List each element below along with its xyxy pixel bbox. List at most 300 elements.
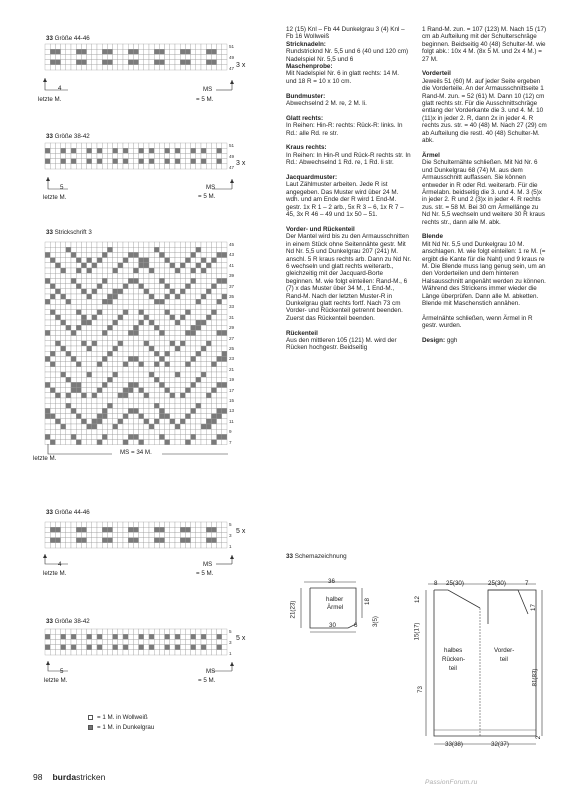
sleeve-bottom: 30 [329, 622, 336, 629]
stitch-cell [87, 54, 92, 59]
stitch-cell [123, 538, 128, 543]
stitch-cell [180, 252, 185, 257]
stitch-cell [123, 320, 128, 325]
stitch-cell [154, 273, 159, 278]
stitch-cell [217, 522, 222, 527]
stitch-cell [61, 414, 66, 419]
stitch-cell [149, 325, 154, 330]
stitch-cell [87, 49, 92, 54]
stitch-cell [133, 294, 138, 299]
stitch-cell [128, 367, 133, 372]
stitch-cell [113, 538, 118, 543]
stitch-cell [211, 634, 216, 639]
stitch-cell [170, 522, 175, 527]
stitch-cell [113, 65, 118, 70]
stitch-cell [50, 351, 55, 356]
stitch-cell [139, 398, 144, 403]
stitch-cell [107, 645, 112, 650]
stitch-cell [196, 268, 201, 273]
stitch-cell [222, 159, 227, 164]
stitch-cell [165, 382, 170, 387]
stitch-cell [61, 372, 66, 377]
stitch-cell [97, 148, 102, 153]
stitch-cell [61, 382, 66, 387]
stitch-cell [118, 522, 123, 527]
stitch-cell [92, 159, 97, 164]
stitch-cell [107, 367, 112, 372]
stitch-cell [170, 44, 175, 49]
stitch-cell [133, 527, 138, 532]
stitch-cell [50, 388, 55, 393]
stitch-cell [170, 362, 175, 367]
stitch-cell [170, 268, 175, 273]
stitch-cell [71, 164, 76, 169]
stitch-cell [113, 408, 118, 413]
stitch-cell [180, 398, 185, 403]
stitch-cell [45, 330, 50, 335]
stitch-cell [45, 258, 50, 263]
stitch-cell [211, 242, 216, 247]
stitch-cell [123, 398, 128, 403]
stitch-cell [45, 341, 50, 346]
stitch-cell [76, 258, 81, 263]
stitch-cell [191, 356, 196, 361]
stitch-cell [154, 60, 159, 65]
stitch-cell [170, 382, 175, 387]
stitch-cell [97, 634, 102, 639]
stitch-cell [222, 310, 227, 315]
stitch-cell [149, 532, 154, 537]
stitch-cell [102, 398, 107, 403]
chart3-title [46, 229, 92, 236]
stitch-cell [206, 645, 211, 650]
stitch-cell [175, 252, 180, 257]
stitch-cell [61, 419, 66, 424]
stitch-cell [81, 44, 86, 49]
stitch-cell [144, 330, 149, 335]
stitch-cell [201, 377, 206, 382]
stitch-cell [170, 247, 175, 252]
stitch-cell [206, 310, 211, 315]
stitch-cell [211, 247, 216, 252]
stitch-cell [113, 153, 118, 158]
stitch-cell [191, 284, 196, 289]
chart3-row-number: 19 [229, 377, 235, 383]
stitch-cell [217, 159, 222, 164]
stitch-cell [149, 356, 154, 361]
stitch-cell [87, 522, 92, 527]
stitch-cell [123, 650, 128, 655]
stitch-cell [149, 388, 154, 393]
chart5-row-1: 1 [229, 651, 232, 656]
stitch-cell [97, 346, 102, 351]
stitch-cell [180, 268, 185, 273]
stitch-cell [55, 650, 60, 655]
stitch-cell [133, 336, 138, 341]
stitch-cell [170, 645, 175, 650]
stitch-cell [133, 325, 138, 330]
chart5-last-stitch: letzte M. [44, 677, 68, 684]
stitch-cell [128, 153, 133, 158]
stitch-cell [149, 54, 154, 59]
stitch-cell [61, 356, 66, 361]
stitch-cell [45, 414, 50, 419]
stitch-cell [222, 419, 227, 424]
stitch-cell [92, 65, 97, 70]
stitch-cell [102, 60, 107, 65]
stitch-cell [222, 393, 227, 398]
stitch-cell [92, 645, 97, 650]
stitch-cell [87, 429, 92, 434]
stitch-cell [133, 346, 138, 351]
stitch-cell [133, 377, 138, 382]
stitch-cell [206, 429, 211, 434]
stitch-cell [102, 54, 107, 59]
stitch-cell [118, 143, 123, 148]
stitch-cell [180, 351, 185, 356]
stitch-cell [159, 346, 164, 351]
stitch-cell [71, 60, 76, 65]
stitch-cell [191, 252, 196, 257]
stitch-cell [87, 159, 92, 164]
stitch-cell [211, 351, 216, 356]
stitch-cell [211, 403, 216, 408]
stitch-cell [175, 336, 180, 341]
stitch-cell [66, 325, 71, 330]
stitch-cell [118, 393, 123, 398]
stitch-cell [165, 299, 170, 304]
stitch-cell [175, 273, 180, 278]
stitch-cell [185, 247, 190, 252]
stitch-cell [123, 44, 128, 49]
stitch-cell [165, 362, 170, 367]
stitch-cell [55, 148, 60, 153]
stitch-cell [211, 65, 216, 70]
stitch-cell [139, 650, 144, 655]
stitch-cell [180, 434, 185, 439]
stitch-cell [185, 634, 190, 639]
stitch-cell [139, 429, 144, 434]
stitch-cell [165, 252, 170, 257]
stitch-cell [92, 252, 97, 257]
stitch-cell [144, 372, 149, 377]
stitch-cell [61, 377, 66, 382]
stitch-cell [175, 54, 180, 59]
side-1: 12 [413, 596, 421, 603]
stitch-cell [113, 634, 118, 639]
stitch-cell [102, 419, 107, 424]
stitch-cell [191, 408, 196, 413]
stitch-cell [55, 408, 60, 413]
stitch-cell [170, 351, 175, 356]
stitch-cell [175, 429, 180, 434]
stitch-cell [97, 414, 102, 419]
stitch-cell [97, 403, 102, 408]
stitch-cell [118, 273, 123, 278]
stitch-cell [118, 325, 123, 330]
chart2-grid [45, 143, 230, 173]
stitch-cell [97, 393, 102, 398]
stitch-cell [170, 372, 175, 377]
stitch-cell [133, 268, 138, 273]
stitch-cell [154, 284, 159, 289]
stitch-cell [123, 304, 128, 309]
stitch-cell [185, 377, 190, 382]
stitch-cell [165, 634, 170, 639]
stitch-cell [149, 315, 154, 320]
stitch-cell [149, 336, 154, 341]
stitch-cell [113, 403, 118, 408]
height-label-2: 81(83) [531, 668, 539, 687]
chart1-ms: MS [203, 86, 213, 93]
stitch-cell [180, 419, 185, 424]
stitch-cell [87, 414, 92, 419]
stitch-cell [222, 330, 227, 335]
stitch-cell [97, 419, 102, 424]
stitch-cell [128, 356, 133, 361]
stitch-cell [61, 403, 66, 408]
stitch-cell [81, 414, 86, 419]
stitch-cell [206, 393, 211, 398]
stitch-cell [55, 315, 60, 320]
chart3-number: 33 [46, 229, 53, 236]
stitch-cell [50, 527, 55, 532]
stitch-cell [107, 650, 112, 655]
stitch-cell [154, 247, 159, 252]
stitch-cell [222, 247, 227, 252]
stitch-cell [71, 148, 76, 153]
stitch-cell [118, 538, 123, 543]
stitch-cell [113, 372, 118, 377]
stitch-cell [107, 60, 112, 65]
stitch-cell [76, 65, 81, 70]
stitch-cell [191, 424, 196, 429]
stitch-cell [123, 388, 128, 393]
stitch-cell [76, 639, 81, 644]
stitch-cell [206, 388, 211, 393]
stitch-cell [97, 532, 102, 537]
stitch-cell [76, 538, 81, 543]
stitch-cell [165, 268, 170, 273]
stitch-cell [50, 294, 55, 299]
stitch-cell [191, 159, 196, 164]
stitch-cell [217, 543, 222, 548]
stitch-cell [71, 377, 76, 382]
stitch-cell [175, 424, 180, 429]
stitch-cell [211, 367, 216, 372]
stitch-cell [144, 650, 149, 655]
stitch-cell [196, 65, 201, 70]
sleeve-heading: Ärmel [422, 151, 440, 159]
stitch-cell [123, 159, 128, 164]
stitch-cell [211, 388, 216, 393]
stitch-cell [76, 54, 81, 59]
stitch-cell [196, 434, 201, 439]
stitch-cell [97, 372, 102, 377]
stockinette-heading: Glatt rechts: [286, 114, 324, 122]
stitch-cell [118, 414, 123, 419]
stitch-cell [144, 44, 149, 49]
stitch-cell [87, 532, 92, 537]
stitch-cell [76, 263, 81, 268]
stitch-cell [191, 294, 196, 299]
stitch-cell [107, 315, 112, 320]
stitch-cell [217, 341, 222, 346]
stitch-cell [180, 65, 185, 70]
stitch-cell [97, 429, 102, 434]
chart3-row-number: 43 [229, 252, 235, 258]
stitch-cell [50, 645, 55, 650]
stitch-cell [107, 351, 112, 356]
stitch-cell [45, 54, 50, 59]
stitch-cell [55, 434, 60, 439]
stitch-cell [170, 377, 175, 382]
stitch-cell [139, 356, 144, 361]
stitch-cell [159, 284, 164, 289]
chart3-ms: MS = 34 M. [120, 449, 152, 456]
brand-bold: burda [52, 772, 77, 782]
stitch-cell [185, 289, 190, 294]
stitch-cell [87, 325, 92, 330]
chart5-title [46, 618, 90, 625]
stitch-cell [92, 49, 97, 54]
stitch-cell [128, 242, 133, 247]
stitch-cell [217, 532, 222, 537]
stitch-cell [201, 294, 206, 299]
stitch-cell [107, 336, 112, 341]
stitch-cell [92, 629, 97, 634]
stitch-cell [154, 429, 159, 434]
stitch-cell [123, 310, 128, 315]
stitch-cell [81, 247, 86, 252]
stitch-cell [180, 408, 185, 413]
stitch-cell [154, 408, 159, 413]
stitch-cell [191, 336, 196, 341]
stitch-cell [123, 639, 128, 644]
stitch-cell [149, 258, 154, 263]
stitch-cell [66, 65, 71, 70]
stitch-cell [123, 408, 128, 413]
stitch-cell [107, 148, 112, 153]
chart3-row-number: 25 [229, 346, 235, 351]
stitch-cell [165, 336, 170, 341]
stitch-cell [118, 54, 123, 59]
stitch-cell [180, 143, 185, 148]
stitch-cell [185, 429, 190, 434]
stitch-cell [118, 362, 123, 367]
stitch-cell [97, 65, 102, 70]
stitch-cell [144, 159, 149, 164]
stitch-cell [102, 49, 107, 54]
stitch-cell [201, 429, 206, 434]
chart4-grid [45, 522, 230, 552]
stitch-cell [123, 356, 128, 361]
stitch-cell [66, 148, 71, 153]
stitch-cell [97, 153, 102, 158]
stitch-cell [154, 336, 159, 341]
stitch-cell [87, 320, 92, 325]
stitch-cell [206, 242, 211, 247]
stitch-cell [50, 398, 55, 403]
stitch-cell [128, 289, 133, 294]
stitch-cell [50, 268, 55, 273]
stitch-cell [191, 419, 196, 424]
stitch-cell [191, 273, 196, 278]
stitch-cell [71, 408, 76, 413]
stitch-cell [107, 527, 112, 532]
stitch-cell [87, 44, 92, 49]
stitch-cell [159, 320, 164, 325]
stitch-cell [66, 629, 71, 634]
stitch-cell [113, 44, 118, 49]
stitch-cell [159, 351, 164, 356]
stitch-cell [107, 310, 112, 315]
stitch-cell [61, 424, 66, 429]
stitch-cell [139, 164, 144, 169]
stitch-cell [175, 634, 180, 639]
stitch-cell [92, 247, 97, 252]
stitch-cell [211, 294, 216, 299]
stitch-cell [154, 377, 159, 382]
stitch-cell [159, 54, 164, 59]
stitch-cell [45, 284, 50, 289]
stitch-cell [154, 346, 159, 351]
stitch-cell [206, 268, 211, 273]
stitch-cell [102, 252, 107, 257]
stitch-cell [185, 60, 190, 65]
stitch-cell [185, 362, 190, 367]
stitch-cell [222, 527, 227, 532]
stitch-cell [201, 65, 206, 70]
stitch-cell [222, 252, 227, 257]
stitch-cell [222, 294, 227, 299]
stitch-cell [92, 377, 97, 382]
stitch-cell [144, 629, 149, 634]
stitch-cell [113, 143, 118, 148]
stitch-cell [66, 54, 71, 59]
stitch-cell [71, 346, 76, 351]
stitch-cell [211, 398, 216, 403]
stitch-cell [76, 434, 81, 439]
stitch-cell [50, 252, 55, 257]
stitch-cell [66, 268, 71, 273]
stitch-cell [180, 388, 185, 393]
stitch-cell [154, 629, 159, 634]
stitch-cell [211, 299, 216, 304]
stitch-cell [165, 650, 170, 655]
stitch-cell [175, 382, 180, 387]
stitch-cell [128, 419, 133, 424]
chart3-row-number: 23 [229, 356, 235, 362]
stitch-cell [81, 242, 86, 247]
stitch-cell [149, 263, 154, 268]
stitch-cell [144, 538, 149, 543]
stitch-cell [201, 398, 206, 403]
chart4-row-1: 1 [229, 544, 232, 549]
stitch-cell [102, 429, 107, 434]
stitch-cell [45, 639, 50, 644]
stitch-cell [71, 367, 76, 372]
stitch-cell [206, 54, 211, 59]
stitch-cell [196, 372, 201, 377]
stitch-cell [45, 527, 50, 532]
stitch-cell [107, 153, 112, 158]
stitch-cell [50, 362, 55, 367]
stitch-cell [87, 247, 92, 252]
stitch-cell [139, 242, 144, 247]
stitch-cell [118, 65, 123, 70]
stitch-cell [102, 268, 107, 273]
